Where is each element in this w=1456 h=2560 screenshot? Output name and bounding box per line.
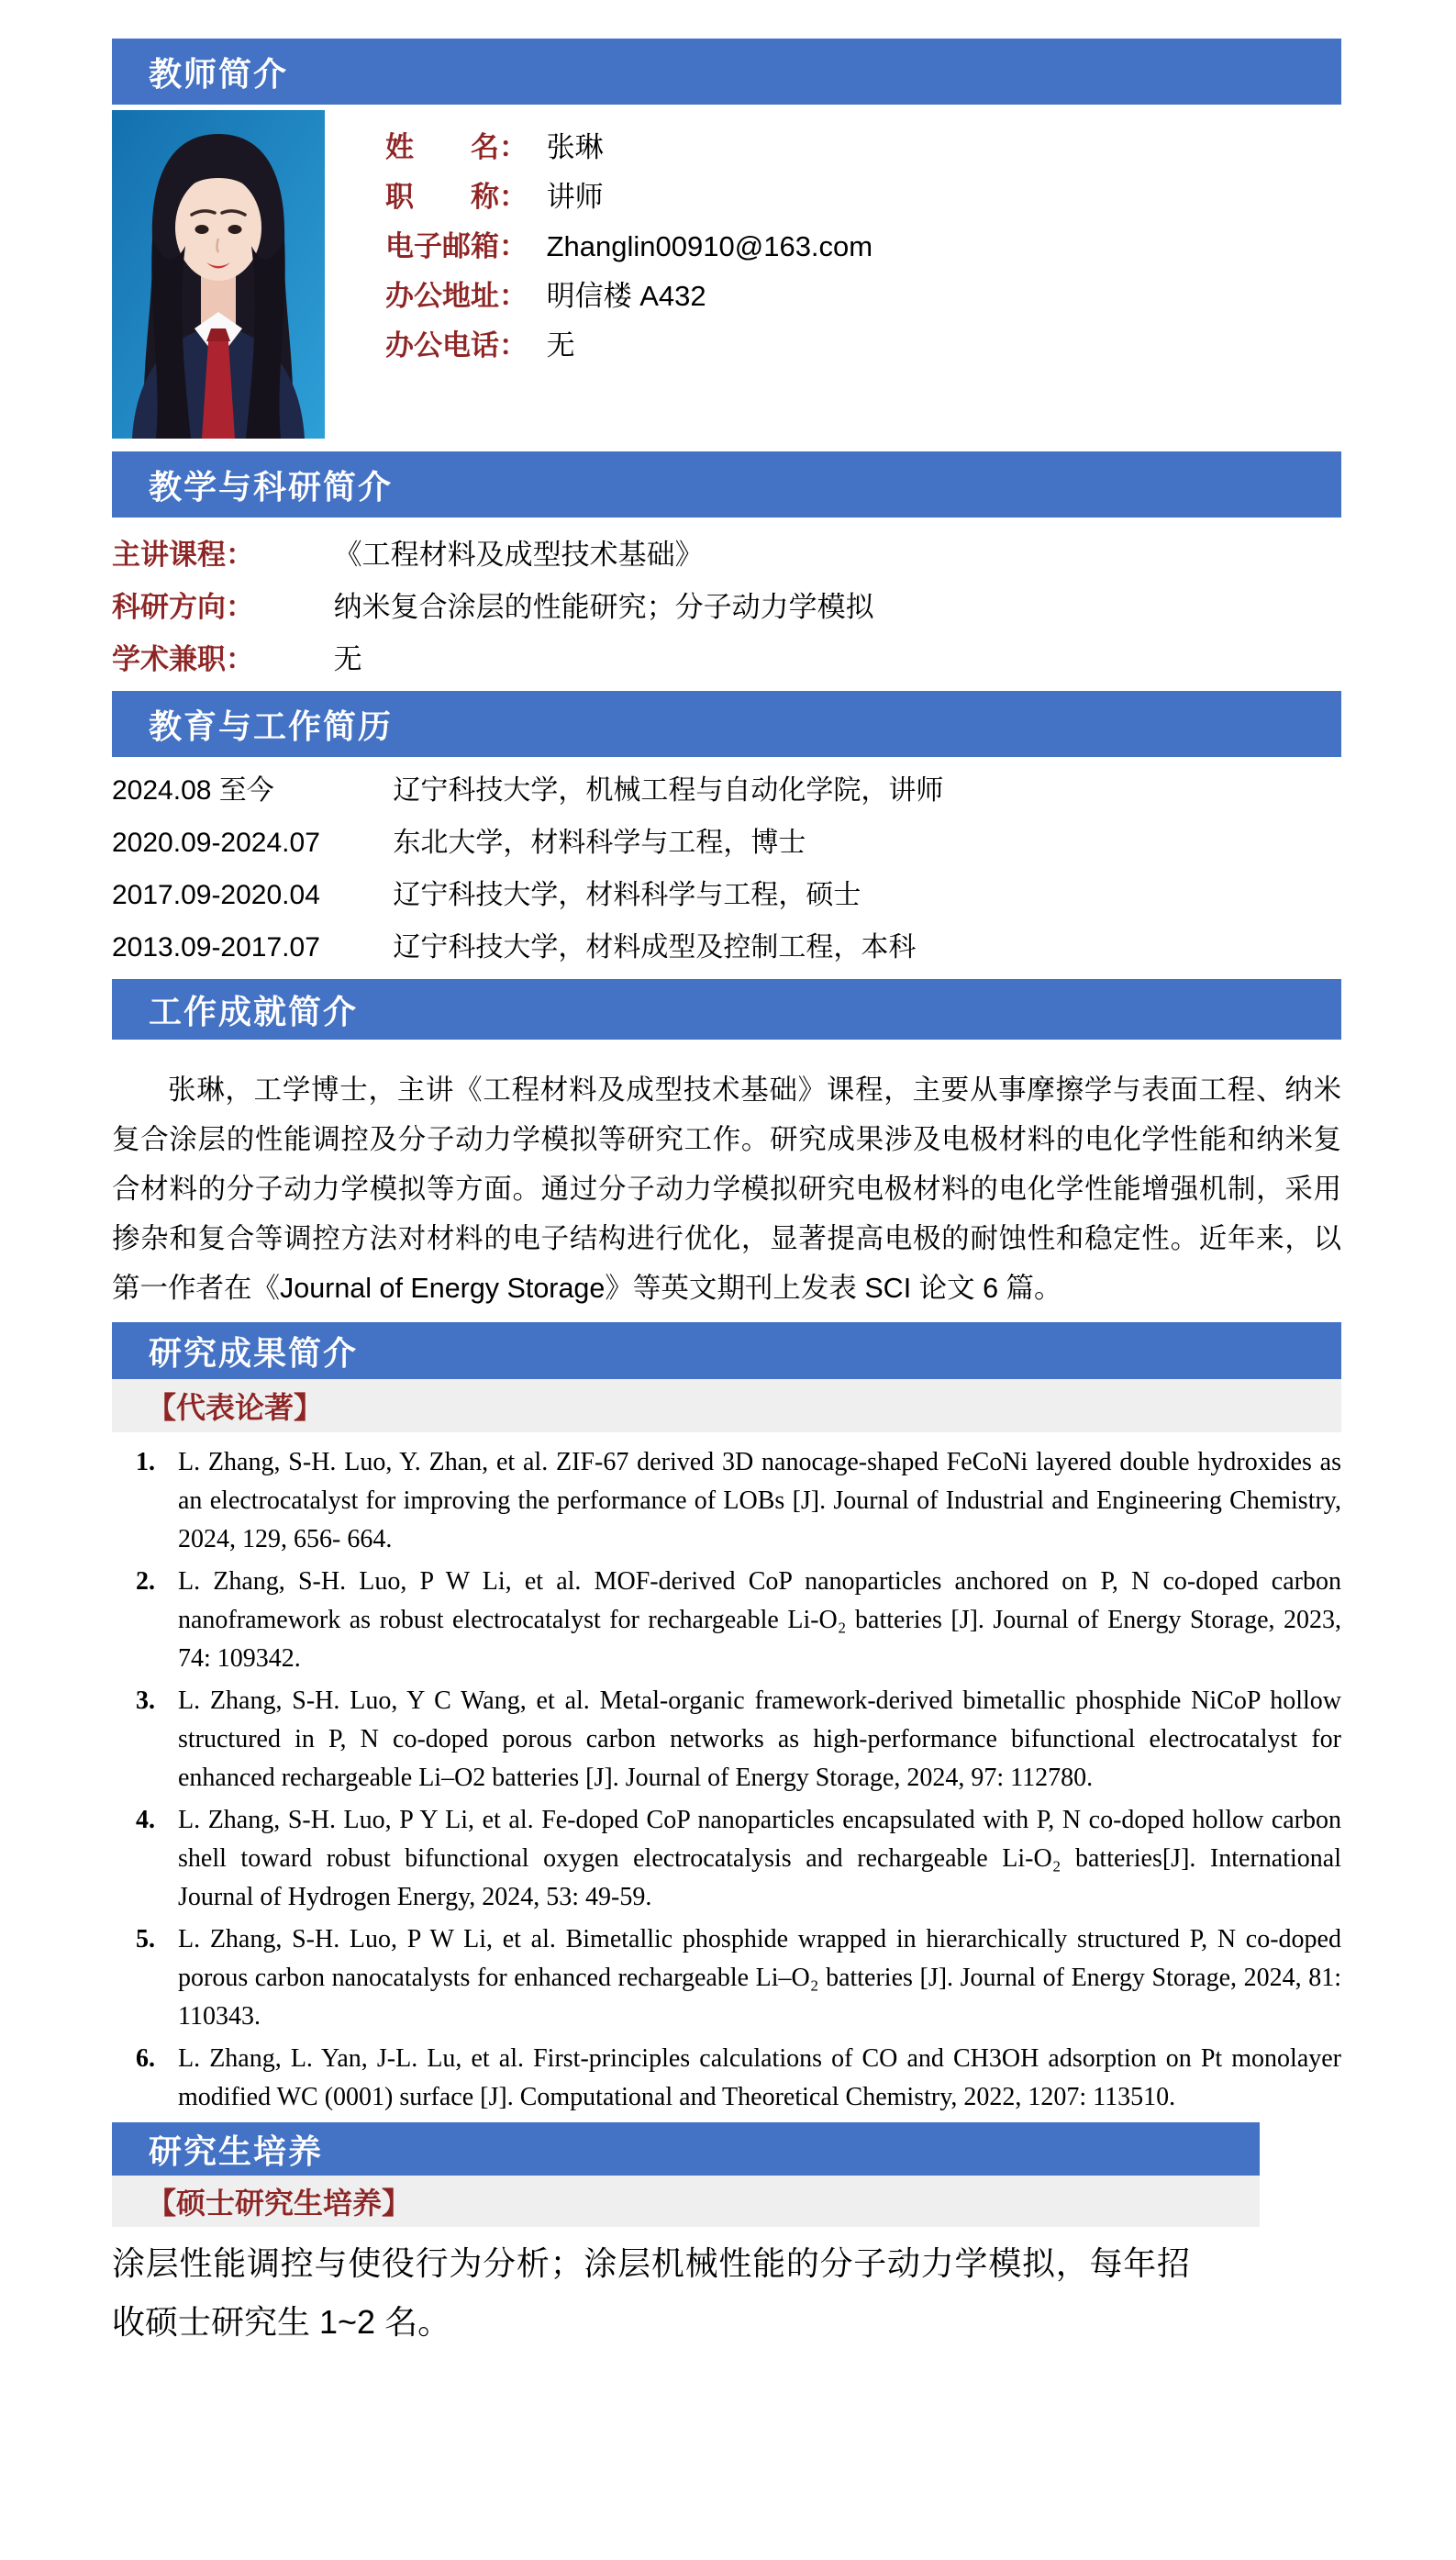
teaching-row [112,581,1341,633]
publication-item [112,1682,1341,1798]
achievements-paragraph: 张琳，工学博士，主讲《工程材料及成型技术基础》课程，主要从事摩擦学与表面工程、纳米复合涂层的性能调控及分子动力学模拟等研究工作。研究成果涉及电极材料的电化学性能和纳米复合材料的分子动力学模拟等方面。通过分子动力学模拟研究电极材料的电化学性能增强机制，采用掺杂和复合等调控方法对材料的电子结构进行优化，显著提高电极的耐蚀性和稳定性。近年来，以第一作者在《Journal of Energy Storage》等英文期刊上发表 SCI 论文 6 篇。 [112,1074,1341,1304]
publication-number: 3. [136,1686,155,1715]
field-label-title: 职 称： [385,181,528,213]
subsection-title: 【硕士研究生培养】 [147,2187,412,2220]
history-row [112,869,1341,921]
history-row [112,817,1341,869]
publication-text: L. Zhang, S-H. Luo, Y C Wang, et al. Metal-organic framework-derived bimetallic phosphide NiCoP hollow structured in P, N co-doped porous carbon networks as high-performance bifunctional electrocatalyst for enhanced rechargeable Li–O2 batteries [J]. Journal of Energy Storage, 2024, 97: 112780. [178,1686,1341,1792]
section-title: 教学与科研简介 [149,467,394,506]
field-label-phone: 办公电话： [385,329,528,362]
teaching-label-courses: 主讲课程： [112,539,254,571]
profile-field-row [385,321,872,371]
field-label-name: 姓 名： [385,131,528,163]
history-block [112,764,1341,974]
teaching-label-academic-posts: 学术兼职： [112,643,254,675]
publication-item [112,1801,1341,1917]
history-period: 2024.08 至今 [112,775,274,806]
publication-text: L. Zhang, S-H. Luo, P W Li, et al. MOF-derived CoP nanoparticles anchored on P, N co-doped carbon nanoframework as robust electrocatalyst for rechargeable Li-O₂ batteries [J]. Journal of Energy Storage, 2023, 74: 109342. [178,1567,1341,1673]
history-detail: 辽宁科技大学，材料成型及控制工程，本科 [393,932,917,963]
profile-block [112,110,1341,439]
section-title: 工作成就简介 [149,992,359,1030]
field-label-email: 电子邮箱： [385,230,528,262]
history-detail: 辽宁科技大学，材料科学与工程，硕士 [393,880,861,910]
field-value-title: 讲师 [546,181,604,213]
section-header-graduate-training [112,2122,1260,2176]
profile-fields [325,110,872,439]
publication-text: L. Zhang, S-H. Luo, Y. Zhan, et al. ZIF-67 derived 3D nanocage-shaped FeCoNi layered double hydroxides as an electrocatalyst for improving the performance of LOBs [J]. Journal of Industrial and Engineering Chemistry, 2024, 129, 656- 664. [178,1448,1341,1553]
publication-text: L. Zhang, S-H. Luo, P W Li, et al. Bimetallic phosphide wrapped in hierarchically structured P, N co-doped porous carbon nanocatalysts for enhanced rechargeable Li–O₂ batteries [J]. Journal of Energy Storage, 2024, 81: 110343. [178,1925,1341,2031]
publication-item [112,2040,1341,2117]
section-title: 教师简介 [149,54,289,93]
section-title: 研究生培养 [149,2131,324,2170]
teaching-label-research-direction: 科研方向： [112,591,254,623]
field-value-email: Zhanglin00910@163.com [546,230,873,262]
section-header-education-work [112,691,1341,757]
teaching-value-academic-posts: 无 [333,643,362,675]
section-title: 教育与工作简历 [149,707,394,745]
teaching-block [112,529,1341,685]
publication-text: L. Zhang, S-H. Luo, P Y Li, et al. Fe-doped CoP nanoparticles encapsulated with P, N co-doped hollow carbon shell toward robust bifunctional oxygen electrocatalysis and rechargeable Li-O₂ batteries[J]. International Journal of Hydrogen Energy, 2024, 53: 49-59. [178,1806,1341,1911]
publication-number: 2. [136,1567,155,1596]
section-title: 研究成果简介 [149,1333,359,1372]
profile-field-row [385,272,872,321]
profile-photo [112,110,325,439]
section-header-teacher-intro [112,39,1341,105]
field-value-phone: 无 [546,329,575,362]
history-period: 2013.09-2017.07 [112,932,320,963]
publication-text: L. Zhang, L. Yan, J-L. Lu, et al. First-principles calculations of CO and CH3OH adsorption on Pt monolayer modified WC (0001) surface [J]. Computational and Theoretical Chemistry, 2022, 1207: 113510. [178,2044,1341,2111]
publication-number: 5. [136,1925,155,1953]
publication-number: 4. [136,1806,155,1834]
publication-item [112,1920,1341,2036]
section-header-achievements [112,979,1341,1040]
publication-number: 6. [136,2044,155,2073]
subsection-representative-works [112,1379,1341,1432]
publication-item [112,1563,1341,1678]
teaching-value-courses: 《工程材料及成型技术基础》 [333,539,704,571]
publication-item [112,1443,1341,1559]
masters-training-text: 涂层性能调控与使役行为分析；涂层机械性能的分子动力学模拟，每年招收硕士研究生 1~2 名。 [112,2244,1190,2341]
teaching-value-research-direction: 纳米复合涂层的性能研究；分子动力学模拟 [333,591,874,623]
field-value-office: 明信楼 A432 [546,280,706,312]
history-row [112,764,1341,817]
profile-field-row [385,173,872,222]
profile-field-row [385,222,872,272]
history-row [112,921,1341,974]
field-label-office: 办公地址： [385,280,528,312]
section-header-research-results [112,1322,1341,1379]
publication-list [112,1443,1341,2117]
portrait-illustration [112,110,325,439]
section-header-teaching-research [112,451,1341,518]
history-detail: 东北大学，材料科学与工程，博士 [393,828,806,858]
history-detail: 辽宁科技大学，机械工程与自动化学院，讲师 [393,775,944,806]
publication-number: 1. [136,1448,155,1476]
history-period: 2017.09-2020.04 [112,880,320,910]
teaching-row [112,529,1341,581]
subsection-masters-training [112,2176,1260,2227]
subsection-title: 【代表论著】 [147,1391,324,1424]
profile-field-row [385,123,872,173]
history-period: 2020.09-2024.07 [112,828,320,858]
teaching-row [112,633,1341,685]
field-value-name: 张琳 [546,131,604,163]
